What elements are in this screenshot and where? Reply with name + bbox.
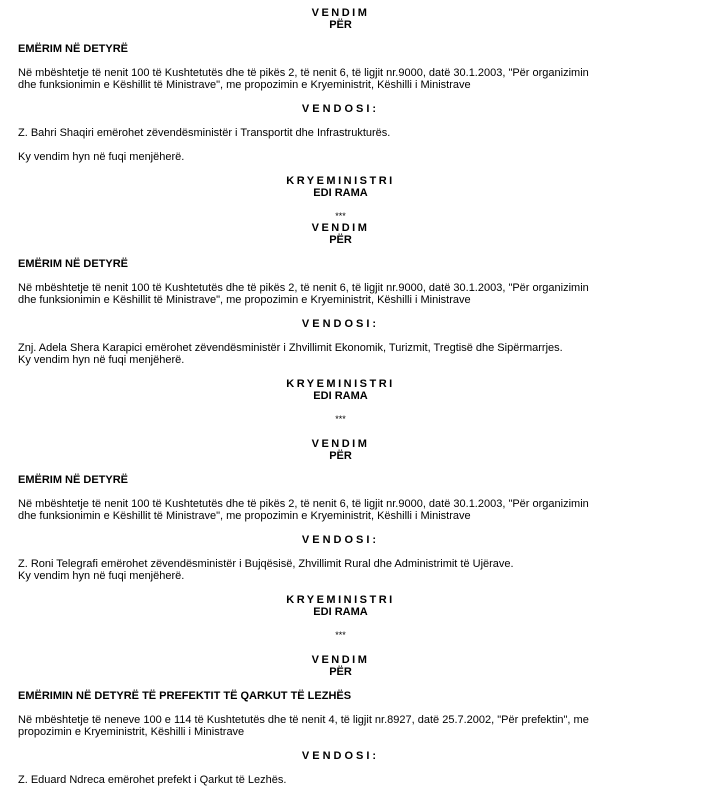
decision-heading: VENDIM (311, 654, 370, 666)
decision-heading: VENDIM (311, 7, 370, 19)
decision-text: Z. Roni Telegrafi emërohet zëvendësministër i Bujqësisë, Zhvillimit Rural dhe Administrimit të Ujërave. (18, 558, 514, 570)
signer-title: KRYEMINISTRI (286, 594, 395, 606)
decision-title: EMËRIM NË DETYRË (18, 43, 129, 55)
vendosi-label: VENDOSI: (301, 103, 380, 115)
preamble-line-2: dhe funksionimin e Këshillit të Ministrave", me propozimin e Kryeministrit, Këshilli i Ministrave (18, 294, 471, 306)
decision-text: Z. Bahri Shaqiri emërohet zëvendësministër i Transportit dhe Infrastrukturës. (18, 127, 391, 139)
decision-subheading: PËR (329, 666, 352, 678)
preamble-line-1: Në mbështetje të nenit 100 të Kushtetutës dhe të pikës 2, të nenit 6, të ligjit nr.9000, datë 30.1.2003, "Për organizimin (18, 498, 589, 510)
vendosi-label: VENDOSI: (301, 750, 380, 762)
preamble-line-1: Në mbështetje të nenit 100 të Kushtetutës dhe të pikës 2, të nenit 6, të ligjit nr.9000, datë 30.1.2003, "Për organizimin (18, 282, 589, 294)
section-separator: *** (335, 211, 346, 221)
decision-subheading: PËR (329, 19, 352, 31)
decision-subheading: PËR (329, 234, 352, 246)
decision-title: EMËRIMIN NË DETYRË TË PREFEKTIT TË QARKUT TË LEZHËS (18, 690, 352, 702)
effect-text: Ky vendim hyn në fuqi menjëherë. (18, 151, 185, 163)
decision-subheading: PËR (329, 450, 352, 462)
effect-text: Ky vendim hyn në fuqi menjëherë. (18, 570, 185, 582)
effect-text: Ky vendim hyn në fuqi menjëherë. (18, 354, 185, 366)
decision-text: Z. Eduard Ndreca emërohet prefekt i Qarkut të Lezhës. (18, 774, 287, 786)
signer-name: EDI RAMA (313, 606, 368, 618)
preamble-line-2: dhe funksionimin e Këshillit të Ministrave", me propozimin e Kryeministrit, Këshilli i Ministrave (18, 79, 471, 91)
signer-name: EDI RAMA (313, 187, 368, 199)
decision-title: EMËRIM NË DETYRË (18, 474, 129, 486)
decision-heading: VENDIM (311, 438, 370, 450)
decision-text: Znj. Adela Shera Karapici emërohet zëvendësministër i Zhvillimit Ekonomik, Turizmit, Tregtisë dhe Sipërmarrjes. (18, 342, 563, 354)
signer-title: KRYEMINISTRI (286, 175, 395, 187)
preamble-line-1: Në mbështetje të nenit 100 të Kushtetutës dhe të pikës 2, të nenit 6, të ligjit nr.9000, datë 30.1.2003, "Për organizimin (18, 67, 589, 79)
preamble-line-2: dhe funksionimin e Këshillit të Ministrave", me propozimin e Kryeministrit, Këshilli i Ministrave (18, 510, 471, 522)
vendosi-label: VENDOSI: (301, 534, 380, 546)
section-separator: *** (335, 414, 346, 424)
decision-heading: VENDIM (311, 222, 370, 234)
signer-title: KRYEMINISTRI (286, 378, 395, 390)
decision-title: EMËRIM NË DETYRË (18, 258, 129, 270)
preamble-line-1: Në mbështetje të neneve 100 e 114 të Kushtetutës dhe të nenit 4, të ligjit nr.8927, datë 25.7.2002, "Për prefektin", me (18, 714, 589, 726)
signer-name: EDI RAMA (313, 390, 368, 402)
section-separator: *** (335, 630, 346, 640)
preamble-line-2: propozimin e Kryeministrit, Këshilli i Ministrave (18, 726, 245, 738)
vendosi-label: VENDOSI: (301, 318, 380, 330)
